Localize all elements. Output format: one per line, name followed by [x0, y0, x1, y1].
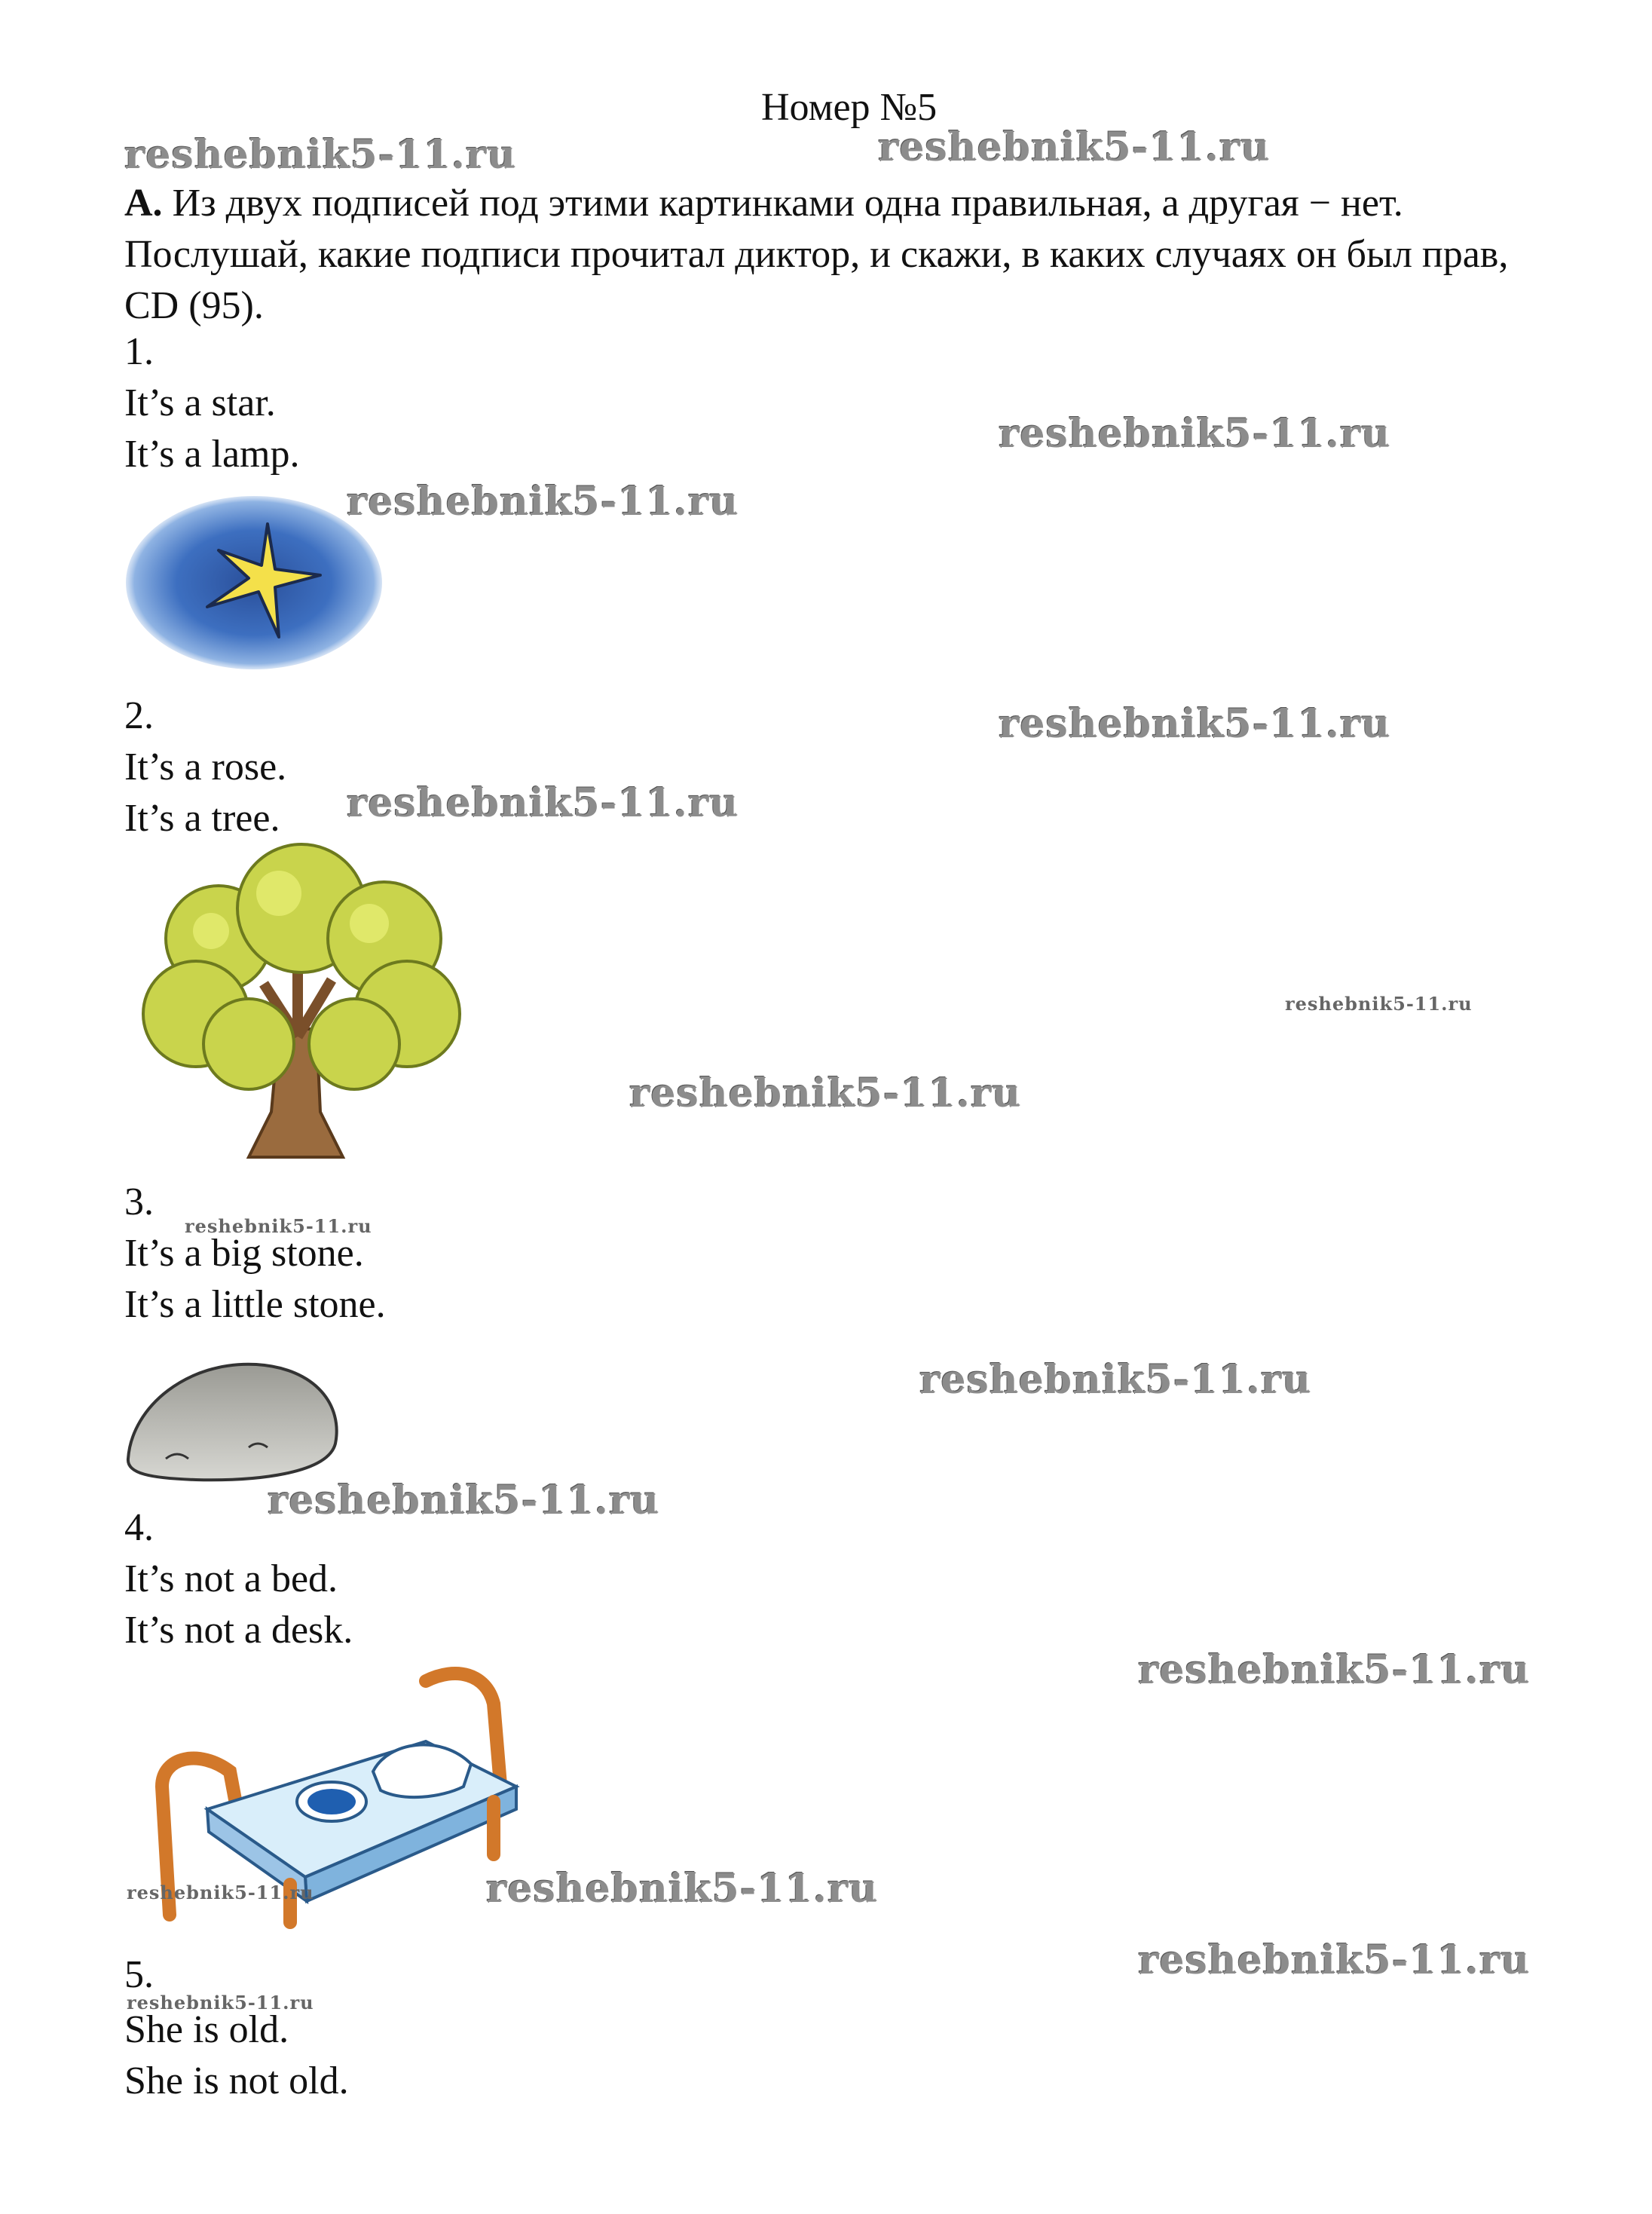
- item-caption: It’s a star.: [124, 381, 276, 424]
- item-caption: It’s a rose.: [124, 746, 287, 789]
- item-number: 5.: [124, 1953, 154, 1996]
- page-title: Номер №5: [761, 86, 938, 129]
- item-number: 3.: [124, 1180, 154, 1223]
- item-caption: It’s a tree.: [124, 797, 280, 840]
- star-picture: [124, 494, 384, 678]
- item-caption: It’s not a desk.: [124, 1609, 353, 1652]
- item-number: 4.: [124, 1506, 154, 1549]
- item-caption: It’s a lamp.: [124, 433, 300, 476]
- watermark: reshebnik5-11.ru: [127, 1882, 314, 1903]
- watermark: reshebnik5-11.ru: [629, 1070, 1022, 1116]
- instruction-text: Из двух подписей под этими картинками одна правильная, а другая − нет. Послушай, какие подписи прочитал диктор, и скажи, в каких случаях он был прав, CD (95).: [124, 182, 1509, 327]
- item-caption: It’s not a bed.: [124, 1557, 338, 1600]
- watermark: reshebnik5-11.ru: [1138, 1647, 1531, 1693]
- watermark: reshebnik5-11.ru: [1138, 1937, 1531, 1983]
- watermark: reshebnik5-11.ru: [1285, 993, 1473, 1015]
- stone-picture: [121, 1353, 347, 1485]
- watermark: reshebnik5-11.ru: [185, 1215, 372, 1237]
- watermark: reshebnik5-11.ru: [486, 1866, 879, 1912]
- tree-picture: [128, 841, 475, 1172]
- instruction-label: A.: [124, 182, 163, 225]
- watermark: reshebnik5-11.ru: [124, 132, 517, 178]
- watermark: reshebnik5-11.ru: [127, 1992, 314, 2013]
- watermark: reshebnik5-11.ru: [347, 479, 739, 525]
- item-number: 2.: [124, 694, 154, 737]
- item-caption: It’s a little stone.: [124, 1283, 386, 1326]
- instruction: [124, 178, 1556, 332]
- watermark: reshebnik5-11.ru: [878, 124, 1271, 170]
- item-caption: She is not old.: [124, 2059, 349, 2102]
- watermark: reshebnik5-11.ru: [268, 1478, 660, 1523]
- item-caption: She is old.: [124, 2008, 289, 2051]
- watermark: reshebnik5-11.ru: [347, 780, 739, 826]
- item-caption: It’s a big stone.: [124, 1232, 364, 1275]
- watermark: reshebnik5-11.ru: [999, 411, 1391, 457]
- item-number: 1.: [124, 330, 154, 373]
- watermark: reshebnik5-11.ru: [919, 1357, 1312, 1403]
- watermark: reshebnik5-11.ru: [999, 701, 1391, 747]
